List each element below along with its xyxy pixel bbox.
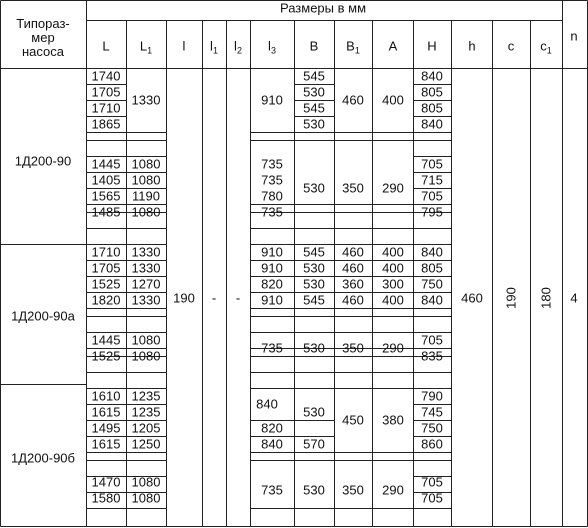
col-c-header: c [507, 38, 515, 54]
table-cell: 750 [421, 420, 443, 436]
table-cell: 1250 [131, 436, 161, 452]
col-H-header: H [427, 38, 437, 54]
table-cell: 745 [421, 404, 443, 420]
common-c-cell: 190 [503, 287, 519, 309]
table-cell: 1235 [131, 404, 161, 420]
table-cell: 735 [261, 482, 283, 498]
table-cell: 750 [421, 276, 443, 292]
table-cell: 715 [421, 172, 443, 188]
common-n-cell: 4 [570, 290, 578, 306]
table-cell: 400 [382, 244, 404, 260]
table-cell: 290 [382, 180, 404, 196]
table-cell: 1525 [91, 276, 121, 292]
table-cell: 350 [342, 340, 364, 356]
col-B-header: B [309, 38, 319, 54]
table-cell: 840 [261, 436, 283, 452]
col-l1-header: $l_1$ [210, 38, 218, 56]
table-cell: 705 [421, 490, 443, 506]
table-cell: 1080 [131, 474, 161, 490]
table-cell: 1565 [91, 188, 121, 204]
table-cell: 530 [303, 276, 325, 292]
col-l3-header: $l_3$ [268, 38, 276, 56]
table-cell: 400 [382, 260, 404, 276]
table-cell: 1820 [91, 292, 121, 308]
pump-type-header: Типораз- мер насоса [16, 16, 70, 59]
table-cell: 460 [342, 260, 364, 276]
table-cell: 705 [421, 332, 443, 348]
table-cell: 1470 [91, 474, 121, 490]
table-cell: 545 [303, 292, 325, 308]
table-cell: 1205 [131, 420, 161, 436]
table-cell: 460 [342, 244, 364, 260]
table-cell: 1710 [91, 100, 121, 116]
pump-type-cell: 1Д200-90 [14, 153, 72, 169]
table-cell: 290 [382, 340, 404, 356]
table-cell: 840 [421, 68, 443, 84]
dimensions-caption: Размеры в мм [279, 0, 367, 16]
common-l1-cell: - [211, 290, 217, 306]
table-cell: 1330 [131, 244, 161, 260]
table-cell: 840 [421, 292, 443, 308]
table-cell: 910 [261, 92, 283, 108]
table-cell: 545 [303, 100, 325, 116]
table-cell: 1405 [91, 172, 121, 188]
table-cell: 1610 [91, 388, 121, 404]
table-cell: 530 [303, 404, 325, 420]
table-cell: 805 [421, 100, 443, 116]
table-cell: 290 [382, 482, 404, 498]
table-cell: 1740 [91, 68, 121, 84]
col-n-header: n [570, 28, 578, 44]
common-l2-cell: - [235, 290, 241, 306]
col-l-header: l [182, 38, 186, 54]
table-cell: 1615 [91, 436, 121, 452]
table-cell: 1445 [91, 332, 121, 348]
table-cell: 840 [421, 244, 443, 260]
table-cell: 910 [261, 260, 283, 276]
table-cell: 1080 [131, 156, 161, 172]
common-h-cell: 460 [461, 290, 483, 306]
pump-type-cell: 1Д200-90б [11, 450, 75, 466]
table-cell: 1445 [91, 156, 121, 172]
col-L-header: L [102, 38, 110, 54]
table-cell: 1330 [131, 260, 161, 276]
col-c1-header: $c_1$ [540, 38, 552, 56]
table-cell: 570 [303, 436, 325, 452]
table-cell: 460 [342, 292, 364, 308]
table-cell: 735 [261, 340, 283, 356]
table-cell: 360 [342, 276, 364, 292]
col-l2-header: $l_2$ [234, 38, 242, 56]
table-cell: 530 [303, 116, 325, 132]
table-cell: 1330 [131, 92, 161, 108]
table-cell: 860 [421, 436, 443, 452]
table-cell: 835 [421, 348, 443, 364]
table-cell: 530 [303, 340, 325, 356]
table-cell: 1705 [91, 84, 121, 100]
table-cell: 1080 [131, 172, 161, 188]
table-cell: 840 [421, 116, 443, 132]
table-cell: 1525 [91, 348, 121, 364]
table-cell: 1495 [91, 420, 121, 436]
table-cell: 840 [256, 396, 278, 412]
table-cell: 380 [382, 412, 404, 428]
table-cell: 530 [303, 84, 325, 100]
table-cell: 1080 [131, 490, 161, 506]
table-cell: 530 [303, 180, 325, 196]
table-cell: 460 [342, 92, 364, 108]
table-cell: 820 [261, 276, 283, 292]
table-cell: 805 [421, 84, 443, 100]
table-cell: 1615 [91, 404, 121, 420]
table-cell: 705 [421, 188, 443, 204]
col-A-header: A [388, 38, 398, 54]
table-cell: 1865 [91, 116, 121, 132]
table-cell: 910 [261, 292, 283, 308]
table-cell: 790 [421, 388, 443, 404]
table-cell: 450 [342, 412, 364, 428]
table-cell: 545 [303, 68, 325, 84]
table-cell: 1270 [131, 276, 161, 292]
col-L1-header: $L_1$ [139, 38, 153, 56]
common-c1-cell: 180 [538, 287, 554, 309]
table-cell: 400 [382, 92, 404, 108]
table-cell: 350 [342, 482, 364, 498]
pump-type-cell: 1Д200-90а [11, 308, 75, 324]
table-cell: 1080 [131, 348, 161, 364]
table-cell: 400 [382, 292, 404, 308]
table-cell: 300 [382, 276, 404, 292]
table-cell: 1080 [131, 332, 161, 348]
col-h-header: h [468, 38, 476, 54]
col-B1-header: $B_1$ [346, 38, 360, 56]
table-cell: 735 [261, 156, 283, 172]
table-cell: 1580 [91, 490, 121, 506]
table-cell: 530 [303, 260, 325, 276]
table-cell: 1330 [131, 292, 161, 308]
table-cell: 1235 [131, 388, 161, 404]
table-cell: 805 [421, 260, 443, 276]
table-cell: 545 [303, 244, 325, 260]
table-cell: 735 [261, 204, 283, 220]
table-cell: 1710 [91, 244, 121, 260]
table-cell: 530 [303, 482, 325, 498]
table-cell: 735 [261, 172, 283, 188]
table-cell: 820 [261, 420, 283, 436]
table-cell: 795 [421, 204, 443, 220]
table-cell: 780 [261, 188, 283, 204]
table-cell: 705 [421, 474, 443, 490]
table-cell: 910 [261, 244, 283, 260]
common-l-cell: 190 [173, 290, 195, 306]
table-cell: 1080 [131, 204, 161, 220]
table-cell: 1190 [132, 188, 160, 204]
table-cell: 1485 [91, 204, 121, 220]
table-cell: 1705 [91, 260, 121, 276]
table-cell: 350 [342, 180, 364, 196]
table-cell: 705 [421, 156, 443, 172]
